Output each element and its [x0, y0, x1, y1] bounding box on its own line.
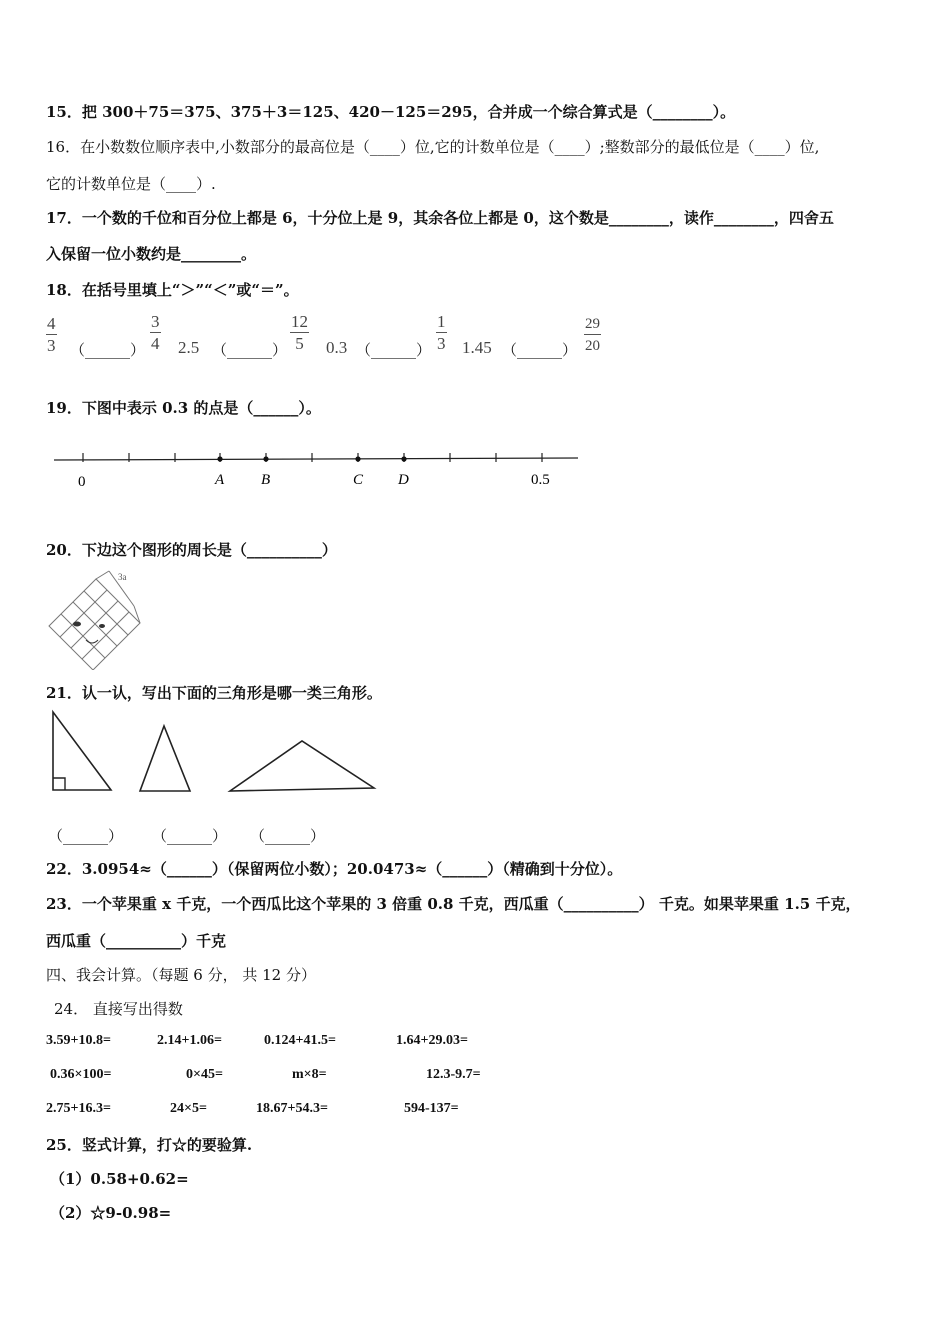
grid-figure — [44, 566, 144, 670]
calc-item: 24×5= — [170, 1101, 207, 1116]
grid-lines — [49, 571, 140, 670]
calc-item: 2.75+16.3= — [46, 1101, 111, 1116]
calc-item: 12.3-9.7= — [426, 1067, 481, 1082]
fraction-denominator: 4 — [151, 334, 160, 353]
calc-item: 3.59+10.8= — [46, 1033, 111, 1048]
fraction-numerator: 29 — [584, 314, 601, 335]
label-a: A — [215, 472, 225, 488]
question-15: 15．把 300＋75＝375、375＋3＝125、420－125＝295，合并成一个综合算式是（________）。 — [46, 103, 736, 121]
answer-blank-2: （______） — [152, 827, 228, 845]
answer-blank-3: （______） — [250, 827, 326, 845]
calc-item: 18.67+54.3= — [256, 1101, 328, 1116]
label-d: D — [398, 472, 409, 488]
calc-item: 2.14+1.06= — [157, 1033, 222, 1048]
compare-blank-1: （______） — [70, 341, 146, 359]
question-18: 18．在括号里填上“＞”“＜”或“＝”。 — [46, 281, 299, 299]
fraction-1-3 — [436, 312, 447, 355]
fraction-numerator: 3 — [151, 312, 160, 331]
number-line — [50, 440, 590, 500]
compare-blank-4: （______） — [502, 341, 578, 359]
question-19: 19．下图中表示 0.3 的点是（______）。 — [46, 399, 321, 417]
fraction-29-20 — [584, 314, 601, 357]
fraction-12-5 — [290, 312, 309, 355]
right-angle-mark-icon — [53, 778, 65, 790]
calc-item: 0.124+41.5= — [264, 1033, 336, 1048]
calc-item: 0.36×100= — [50, 1067, 112, 1082]
right-eye-icon — [99, 624, 105, 628]
decimal-2-5: 2.5 — [178, 338, 200, 357]
compare-blank-3: （______） — [356, 341, 432, 359]
label-c: C — [353, 472, 364, 488]
question-23-line2: 西瓜重（__________）千克 — [46, 932, 227, 950]
fraction-numerator: 4 — [47, 314, 56, 333]
figure-side-label: 3a — [118, 572, 127, 582]
fraction-numerator: 12 — [291, 312, 308, 331]
calc-item: 1.64+29.03= — [396, 1033, 468, 1048]
label-b: B — [261, 472, 271, 488]
section-heading: 四、我会计算。（每题 6 分， 共 12 分） — [46, 966, 316, 984]
question-17-line2: 入保留一位小数约是________。 — [46, 245, 257, 263]
question-22: 22．3.0954≈（______）（保留两位小数）；20.0473≈（______）（精确到十分位）。 — [46, 860, 623, 878]
question-25-item-2: （2）☆9-0.98= — [50, 1204, 172, 1222]
fraction-denominator: 3 — [47, 336, 56, 355]
fraction-numerator: 1 — [437, 312, 446, 331]
question-20: 20．下边这个图形的周长是（__________） — [46, 541, 337, 559]
calc-item: 594-137= — [404, 1101, 459, 1116]
question-16-line2: 它的计数单位是（____）. — [46, 175, 216, 193]
question-25: 25．竖式计算，打☆的要验算. — [46, 1136, 253, 1154]
fraction-3-4 — [150, 312, 161, 355]
calc-item: 0×45= — [186, 1067, 223, 1082]
acute-triangle — [140, 726, 190, 791]
question-24: 24． 直接写出得数 — [54, 1000, 183, 1018]
number-line-axis — [54, 458, 578, 460]
question-16-line1: 16．在小数数位顺序表中,小数部分的最高位是（____）位,它的计数单位是（____）;整数部分的最低位是（____）位, — [46, 138, 820, 156]
label-zero: 0 — [78, 474, 86, 490]
fraction-denominator: 3 — [437, 334, 446, 353]
question-21: 21．认一认，写出下面的三角形是哪一类三角形。 — [46, 684, 382, 702]
number-line-ticks — [83, 453, 542, 462]
obtuse-triangle — [230, 741, 374, 791]
point-c — [355, 456, 360, 461]
point-a — [217, 456, 222, 461]
left-eye-icon — [73, 622, 81, 627]
question-17-line1: 17．一个数的千位和百分位上都是 6，十分位上是 9，其余各位上都是 0，这个数是________，读作________，四舍五 — [46, 209, 834, 227]
answer-blank-1: （______） — [48, 827, 124, 845]
question-25-item-1: （1）0.58+0.62= — [50, 1170, 189, 1188]
question-23-line1: 23．一个苹果重 x 千克，一个西瓜比这个苹果的 3 倍重 0.8 千克，西瓜重（__________） 千克。如果苹果重 1.5 千克， — [46, 895, 861, 913]
compare-blank-2: （______） — [212, 341, 288, 359]
point-b — [263, 456, 268, 461]
triangles — [44, 708, 384, 798]
decimal-0-3: 0.3 — [326, 338, 348, 357]
point-d — [401, 456, 406, 461]
fraction-denominator: 5 — [295, 334, 304, 353]
fraction-denominator: 20 — [585, 338, 600, 354]
calc-item: m×8= — [292, 1067, 327, 1082]
decimal-1-45: 1.45 — [462, 338, 492, 357]
label-end: 0.5 — [531, 472, 550, 488]
fraction-4-3 — [46, 314, 57, 357]
